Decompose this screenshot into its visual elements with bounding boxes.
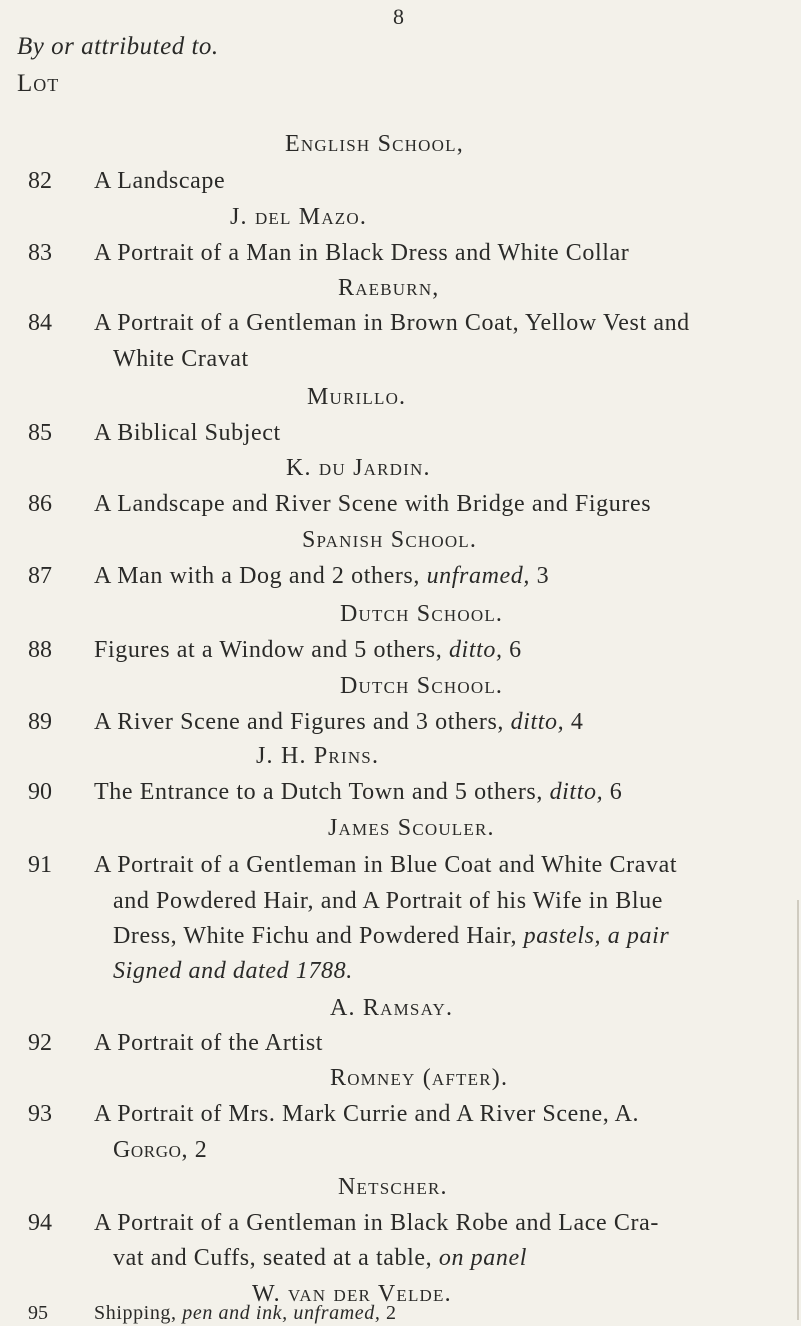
artist-dutch-school: Dutch School. [340,673,504,699]
lot-description: A Landscape [94,168,226,194]
lot-number: 87 [28,563,52,589]
lot-number: 84 [28,310,52,336]
artist-du-jardin: K. du Jardin. [286,455,431,481]
lot-text: vat and Cuffs, seated at a table, [113,1245,433,1271]
lot-description-continued: Gorgo, 2 [113,1137,208,1163]
lot-number: 83 [28,240,52,266]
lot-number: 92 [28,1030,52,1056]
lot-number: 95 [28,1302,48,1324]
artist-prins: J. H. Prins. [256,743,380,769]
lot-description: A Landscape and River Scene with Bridge and Figures [94,491,652,517]
artist-romney: Romney (after). [330,1065,509,1091]
lot-description: A Portrait of Mrs. Mark Currie and A River Scene, A. [94,1101,640,1127]
lot-description: A Portrait of a Gentleman in Brown Coat, Yellow Vest and [94,310,690,336]
page-number: 8 [393,4,404,29]
lot-number: 86 [28,491,52,517]
lot-condition: ditto, [448,637,503,663]
artist-netscher: Netscher. [338,1174,448,1200]
lot-column-label: Lot [17,70,60,97]
lot-number: 89 [28,709,52,735]
lot-medium: on panel [438,1245,527,1271]
lot-condition: ditto, [510,709,565,735]
lot-quantity: 2 [386,1302,397,1324]
lot-condition: unframed, [426,563,530,589]
lot-signature: Signed and dated 1788. [113,958,353,984]
lot-number: 88 [28,637,52,663]
lot-description: A Portrait of a Gentleman in Blue Coat and White Cravat [94,852,678,878]
lot-text: Dress, White Fichu and Powdered Hair, [113,923,518,949]
artist-spanish-school: Spanish School. [302,527,478,553]
lot-text: A Man with a Dog and 2 others, [94,563,420,589]
lot-quantity: 6 [509,637,522,663]
lot-description: A Biblical Subject [94,420,281,446]
lot-quantity: 3 [536,563,550,589]
lot-description [94,637,522,664]
lot-text: A River Scene and Figures and 3 others, [94,709,504,735]
lot-number: 93 [28,1101,52,1127]
artist-scouler: James Scouler. [328,815,495,841]
artist-ramsay: A. Ramsay. [330,995,454,1021]
lot-description: A Portrait of the Artist [94,1030,324,1056]
lot-medium: pen and ink, unframed, [182,1302,381,1324]
lot-quantity: 6 [609,779,623,805]
lot-description [94,709,583,736]
lot-quantity: 4 [570,709,584,735]
lot-description-continued: and Powdered Hair, and A Portrait of his Wife in Blue [113,888,664,914]
lot-description-continued [113,1245,527,1272]
lot-number: 90 [28,779,52,805]
lot-condition: ditto, [549,779,604,805]
lot-number: 91 [28,852,52,878]
artist-murillo: Murillo. [307,384,407,410]
page-heading: By or attributed to. [17,33,219,60]
lot-description-continued: White Cravat [113,346,249,372]
lot-description [94,779,622,806]
artist-van-der-velde: W. van der Velde. [252,1281,452,1307]
lot-text: The Entrance to a Dutch Town and 5 others, [94,779,543,805]
lot-description [94,563,549,590]
lot-description: A Portrait of a Gentleman in Black Robe and Lace Cra- [94,1210,659,1236]
lot-text: Figures at a Window and 5 others, [94,637,443,663]
lot-number: 82 [28,168,52,194]
artist-dutch-school: Dutch School. [340,601,504,627]
lot-number: 85 [28,420,52,446]
lot-text: Shipping, [94,1302,177,1324]
lot-description [94,1302,397,1325]
page-edge-divider [797,900,799,1320]
artist-raeburn: Raeburn, [338,275,440,301]
lot-medium: pastels, a pair [523,923,670,949]
lot-description-continued [113,923,669,950]
lot-description: A Portrait of a Man in Black Dress and White Collar [94,240,630,266]
artist-english-school: English School, [285,131,464,157]
lot-number: 94 [28,1210,52,1236]
artist-del-mazo: J. del Mazo. [230,204,368,230]
